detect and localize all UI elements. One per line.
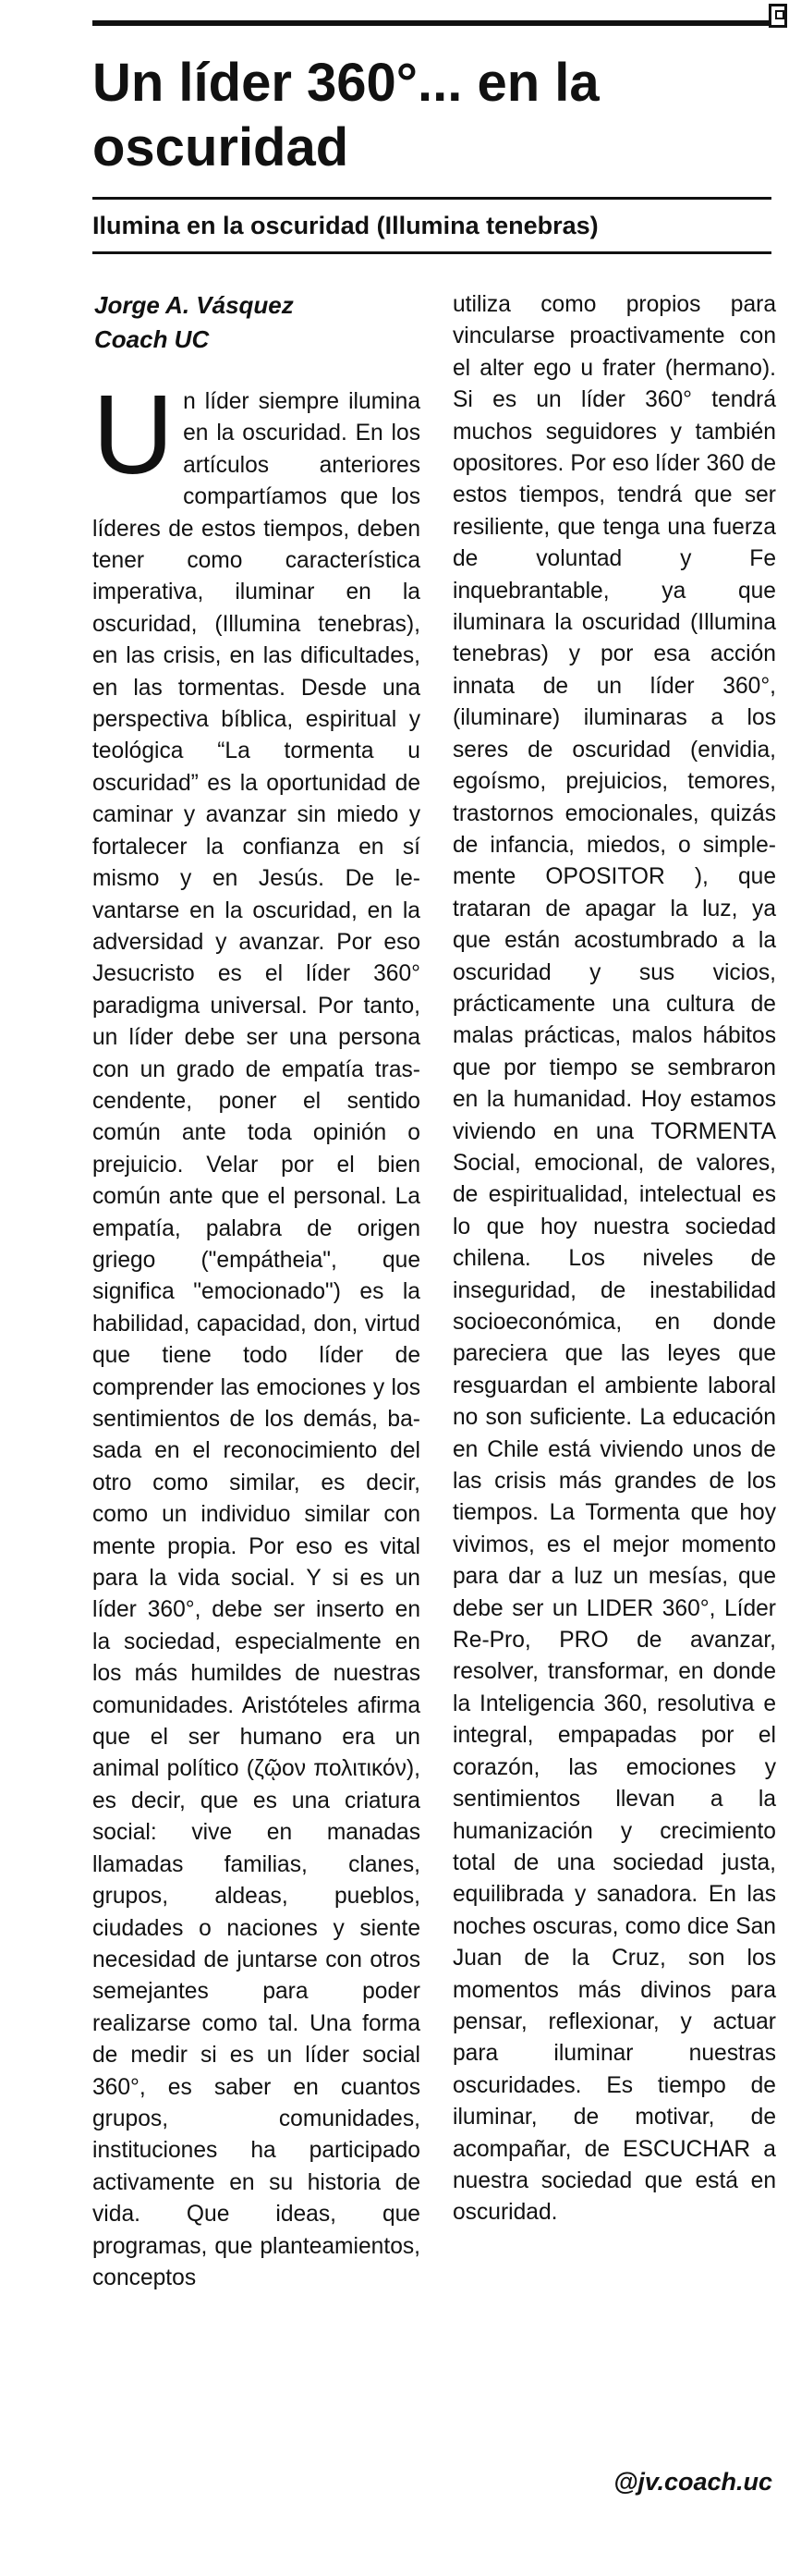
top-rule: [92, 20, 771, 26]
article-subtitle: Ilumina en la oscuridad (Illumina tenebras): [92, 212, 599, 239]
drop-cap: U: [92, 372, 175, 497]
subtitle-divider: [92, 251, 771, 254]
page-corner-icon: [769, 4, 787, 28]
article-title: Un líder 360°... en la oscuridad: [92, 53, 600, 177]
body-column-right: [453, 289, 776, 2229]
body-column-left: [92, 372, 420, 2294]
title-divider: [92, 197, 771, 200]
byline: [94, 288, 408, 357]
social-handle: @jv.coach.uc: [613, 2468, 772, 2496]
body-text-left: n líder siempre ilumina en la oscuridad. En los artículos anteriores compartíamos que los líderes de estos tiempos, deben tener como característica imperativa, iluminar en la oscuridad, (Illumina tenebras), en las crisis, en las dificultades, en las tormentas. Desde una perspectiva bíblica, espiritual y teológica “La tormenta u oscuridad” es la oportunidad de caminar y avanzar sin miedo y fortalecer la confianza en sí mismo y en Jesús. De levantarse en la oscuridad, en la adversidad y avanzar. Por eso Jesucristo es el líder 360° paradigma universal. Por tanto, un líder debe ser una persona con un grado de empatía trascendente, poner el sentido común ante toda opinión o prejuicio. Velar por el bien común ante que el personal. La empatía, palabra de origen griego ("empátheia", que significa "emocionado") es la habilidad, capacidad, don, virtud que tiene todo líder de comprender las emociones y los sentimientos de los demás, basada en el reconocimiento del otro como similar, es decir, como un individuo similar con mente propia. Por eso es vital para la vida social. Y si es un líder 360°, debe ser inserto en la sociedad, especialmente en los más humildes de nuestras comunidades. Aristóteles afirma que el ser humano era un animal político (ζῷον πολιτικόν), es decir, que es una criatura social: vive en manadas llamadas familias, clanes, grupos, aldeas, pueblos, ciudades o naciones y siente necesidad de juntarse con otros semejantes para poder realizarse como tal. Una forma de medir si es un líder social 360°, es saber en cuantos grupos, comunidades, instituciones ha participado activamente en su historia de vida. Que ideas, que programas, que planteamientos, conceptos: [92, 389, 420, 2290]
body-text-right: utiliza como propios para vincularse proactivamente con el alter ego u frater (hermano). Si es un líder 360° tendrá muchos seguidores y también opositores. Por eso líder 360 de estos tiempos, tendrá que ser resiliente, que tenga una fuerza de voluntad y Fe inquebrantable, ya que iluminara la oscuridad (Illumina tenebras) y por esa acción innata de un líder 360°, (iluminare) iluminaras a los seres de oscuridad (envidia, egoísmo, prejuicios, temores, trastornos emocionales, quizás de infancia, miedos, o simplemente OPOSITOR ), que trataran de apagar la luz, ya que están acostumbrado a la oscuridad y sus vicios, prácticamente una cultura de malas prácticas, malos hábitos que por tiempo se sembraron en la humanidad. Hoy estamos viviendo en una TORMENTA Social, emocional, de valores, de espiritualidad, intelectual es lo que hoy nuestra sociedad chilena. Los niveles de inseguridad, de inestabilidad socioeconómica, en donde pareciera que las leyes que resguardan el ambiente laboral no son suficiente. La educación en Chile está viviendo unos de las crisis más grandes de los tiempos. La Tormenta que hoy vivimos, es el mejor momento para dar a luz un mesías, que debe ser un LIDER 360°, Líder Re-Pro, PRO de avanzar, resolver, transformar, en donde la Inteligencia 360, resolutiva e integral, empapadas por el corazón, las emociones y sentimientos llevan a la humanización y crecimiento total de una sociedad justa, equilibrada y sanadora. En las noches oscuras, como dice San Juan de la Cruz, son los momentos más divinos para pensar, reflexionar, y actuar para iluminar nuestras oscuridades. Es tiempo de iluminar, de motivar, de acompañar, de ESCUCHAR a nuestra sociedad que está en oscuridad.: [453, 292, 776, 2226]
byline-author: Jorge A. Vásquez: [94, 291, 294, 319]
byline-role: Coach UC: [94, 325, 210, 353]
